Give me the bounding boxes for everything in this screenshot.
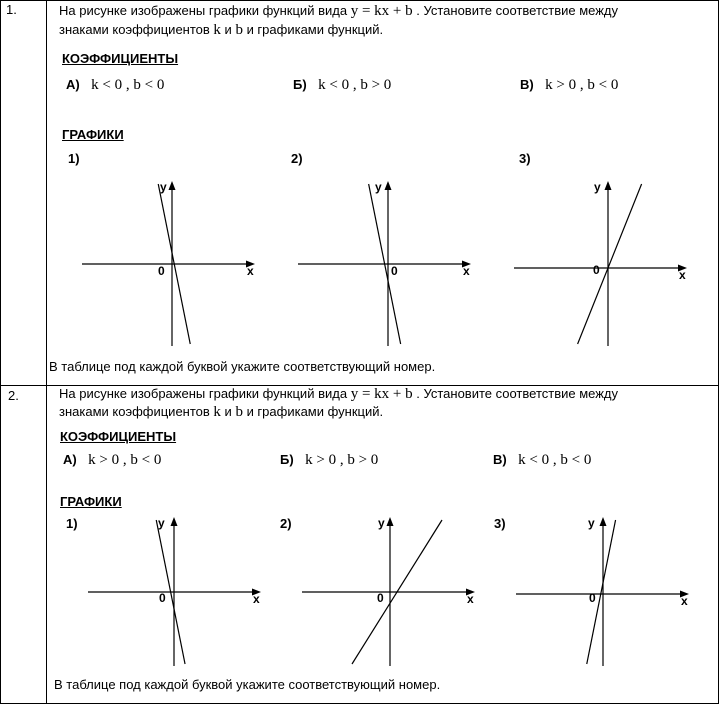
option-condition: k < 0 , b < 0 (518, 452, 592, 468)
option-condition: k < 0 , b > 0 (318, 77, 392, 93)
y-axis-label: y (594, 180, 601, 194)
y-axis-arrow (385, 181, 392, 190)
option-a (63, 451, 161, 469)
y-axis-label: y (588, 516, 595, 530)
origin-label: 0 (377, 591, 384, 605)
option-letter: В) (520, 77, 534, 92)
y-axis-arrow (171, 517, 178, 526)
x-axis-label: x (463, 264, 470, 278)
x-axis-label: x (679, 268, 686, 282)
y-axis-arrow (605, 181, 612, 190)
task-number: 2. (8, 388, 19, 403)
x-axis-label: x (247, 264, 254, 278)
coef-b: b (235, 404, 243, 420)
coefficients-heading: КОЭФФИЦИЕНТЫ (60, 429, 177, 444)
option-letter: Б) (293, 77, 307, 92)
coefficients-heading: КОЭФФИЦИЕНТЫ (62, 51, 179, 66)
option-condition: k < 0 , b < 0 (91, 77, 165, 93)
y-axis-label: y (375, 180, 382, 194)
function-line (578, 184, 642, 344)
x-axis-label: x (253, 592, 260, 606)
graph-3 (512, 178, 692, 348)
question-text: и (224, 22, 232, 37)
option-b (280, 451, 378, 469)
question-line-2 (59, 21, 383, 39)
question-line-1 (59, 2, 618, 20)
footer-instruction: В таблице под каждой буквой укажите соответствующий номер. (54, 677, 441, 692)
y-axis-label: y (158, 516, 165, 530)
graphs-heading: ГРАФИКИ (62, 127, 124, 142)
formula: y = kx + b (350, 3, 413, 19)
x-axis-label: x (467, 592, 474, 606)
graph-2 (300, 514, 480, 668)
graph-label-2: 2) (291, 151, 303, 166)
graph-label-2: 2) (280, 516, 292, 531)
origin-label: 0 (589, 591, 596, 605)
option-letter: В) (493, 452, 507, 467)
number-column-divider-1 (46, 0, 47, 386)
option-condition: k > 0 , b < 0 (545, 77, 619, 93)
option-b (293, 76, 391, 94)
option-c (493, 451, 591, 469)
question-text: . Установите соответствие между (416, 386, 619, 401)
question-text: и графиками функций. (246, 22, 384, 37)
graph-1 (86, 514, 266, 668)
origin-label: 0 (158, 264, 165, 278)
footer-instruction: В таблице под каждой буквой укажите соответствующий номер. (49, 359, 436, 374)
option-letter: А) (63, 452, 77, 467)
y-axis-label: y (160, 180, 167, 194)
x-axis-label: x (681, 594, 688, 608)
graphs-heading: ГРАФИКИ (60, 494, 122, 509)
option-condition: k > 0 , b > 0 (305, 452, 379, 468)
graph-label-1: 1) (68, 151, 80, 166)
graph-label-3: 3) (519, 151, 531, 166)
graph-1 (80, 178, 260, 348)
question-text: и графиками функций. (246, 404, 384, 419)
question-text: знаками коэффициентов (59, 22, 210, 37)
question-text: знаками коэффициентов (59, 404, 210, 419)
y-axis-arrow (600, 517, 607, 526)
question-line-1 (59, 385, 618, 403)
graph-label-3: 3) (494, 516, 506, 531)
task-number: 1. (6, 2, 17, 17)
graph-label-1: 1) (66, 516, 78, 531)
coef-b: b (235, 22, 243, 38)
y-axis-label: y (378, 516, 385, 530)
coef-k: k (213, 22, 221, 38)
option-c (520, 76, 618, 94)
question-text: и (224, 404, 232, 419)
origin-label: 0 (159, 591, 166, 605)
option-a (66, 76, 164, 94)
question-line-2 (59, 403, 383, 421)
question-text: . Установите соответствие между (416, 3, 619, 18)
option-letter: Б) (280, 452, 294, 467)
graph-2 (296, 178, 476, 348)
graph-3 (514, 514, 694, 668)
option-condition: k > 0 , b < 0 (88, 452, 162, 468)
question-text: На рисунке изображены графики функций вида (59, 386, 348, 401)
coef-k: k (213, 404, 221, 420)
formula: y = kx + b (350, 386, 413, 402)
number-column-divider-2 (46, 386, 47, 704)
question-text: На рисунке изображены графики функций вида (59, 3, 348, 18)
origin-label: 0 (593, 263, 600, 277)
origin-label: 0 (391, 264, 398, 278)
y-axis-arrow (169, 181, 176, 190)
y-axis-arrow (387, 517, 394, 526)
option-letter: А) (66, 77, 80, 92)
